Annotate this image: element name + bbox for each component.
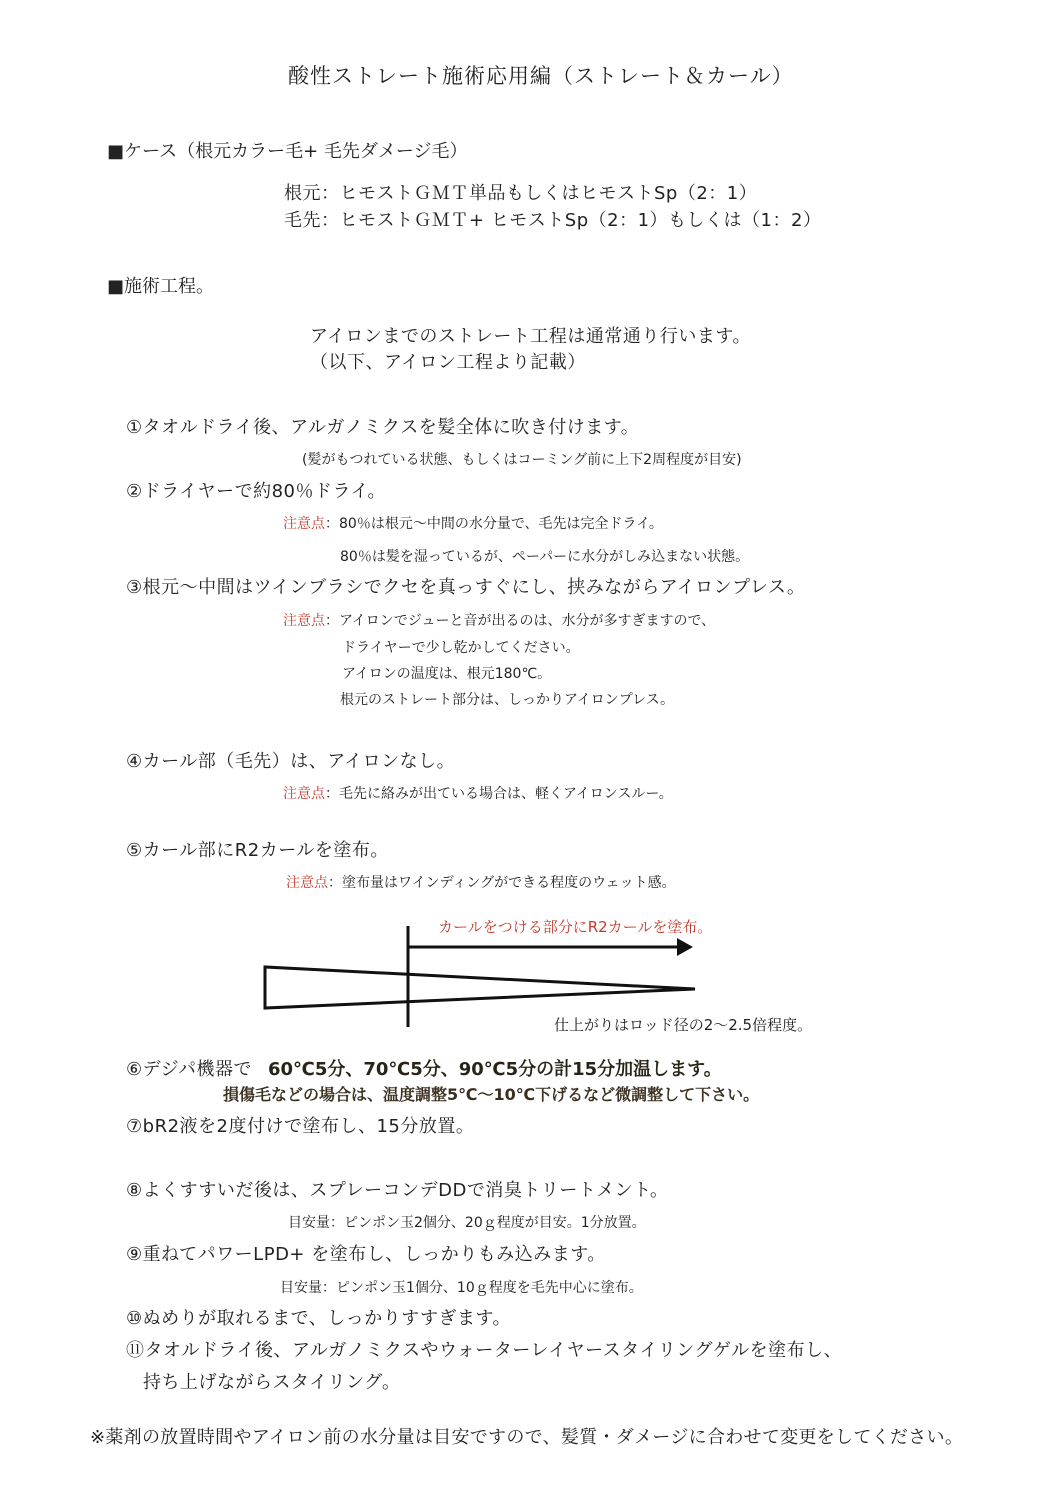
step-9: ⑨重ねてパワーLPD+ を塗布し、しっかりもみ込みます。 [126,1244,606,1265]
step-8-note: 目安量：ピンポン玉2個分、20ｇ程度が目安。1分放置。 [288,1215,646,1231]
warn-label: 注意点 [283,786,325,802]
step-4-warn: 注意点：毛先に絡みが出ている場合は、軽くアイロンスルー。 [283,786,673,802]
step-1: ①タオルドライ後、アルガノミクスを髪全体に吹き付けます。 [126,417,640,438]
process-intro-1: アイロンまでのストレート工程は通常通り行います。 [310,326,751,347]
step-8: ⑧よくすすいだ後は、スプレーコンデDDで消臭トリートメント。 [126,1180,669,1201]
warn-label: 注意点 [283,613,325,629]
arrow-head-icon [677,938,693,956]
step-6-prefix: ⑥デジパ機器で [126,1059,253,1080]
case-root: 根元：ヒモストＧＭＴ単品もしくはヒモストSp（2：1） [284,183,758,204]
step-3-warn-line-2: ドライヤーで少し乾かしてください。 [342,640,580,656]
step-11-line-1: ⑪タオルドライ後、アルガノミクスやウォーターレイヤースタイリングゲルを塗布し、 [126,1340,843,1361]
step-6-bold: 60℃5分、70℃5分、90℃5分の計15分加温します。 [268,1059,722,1080]
step-2: ②ドライヤーで約80％ドライ。 [126,481,386,502]
step-3: ③根元〜中間はツインブラシでクセを真っすぐにし、挟みながらアイロンプレス。 [126,577,806,598]
process-heading: ■施術工程。 [107,276,215,297]
step-10: ⑩ぬめりが取れるまで、しっかりすすぎます。 [126,1308,512,1329]
step-11-line-2: 持ち上げながらスタイリング。 [143,1372,401,1393]
step-3-warn-line-3: アイロンの温度は、根元180℃。 [342,666,552,682]
case-heading: ■ケース（根元カラー毛+ 毛先ダメージ毛） [107,141,468,162]
hair-strand-shape [265,967,695,1008]
diagram-note: 仕上がりはロッド径の2〜2.5倍程度。 [554,1016,813,1034]
step-5-warn: 注意点：塗布量はワインディングができる程度のウェット感。 [286,875,676,891]
step-6-note: 損傷毛などの場合は、温度調整5℃～10℃下げるなど微調整して下さい。 [223,1085,760,1104]
step-4: ④カール部（毛先）は、アイロンなし。 [126,751,456,772]
step-2-warn-line-1: 注意点：80％は根元〜中間の水分量で、毛先は完全ドライ。 [283,516,663,532]
warn-label: 注意点 [283,516,325,532]
step-9-note: 目安量：ピンポン玉1個分、10ｇ程度を毛先中心に塗布。 [280,1280,643,1296]
footer-note: ※薬剤の放置時間やアイロン前の水分量は目安ですので、髪質・ダメージに合わせて変更をしてください。 [90,1427,964,1448]
step-7: ⑦bR2液を2度付けで塗布し、15分放置。 [126,1116,475,1137]
step-2-warn-line-2: 80％は髪を湿っているが、ペーパーに水分がしみ込まない状態。 [340,549,750,565]
process-intro-2: （以下、アイロン工程より記載） [310,352,586,373]
case-tip: 毛先：ヒモストＧＭＴ+ ヒモストSp（2：1）もしくは（1：2） [284,210,822,231]
page-title: 酸性ストレート施術応用編（ストレート＆カール） [288,64,794,88]
warn-label: 注意点 [286,875,328,891]
step-3-warn-line-1: 注意点：アイロンでジューと音が出るのは、水分が多すぎますので、 [283,613,716,629]
step-1-note: (髪がもつれている状態、もしくはコーミング前に上下2周程度が目安) [302,452,742,468]
step-5: ⑤カール部にR2カールを塗布。 [126,840,389,861]
step-3-warn-line-4: 根元のストレート部分は、しっかりアイロンプレス。 [340,692,675,708]
diagram-label: カールをつける部分にR2カールを塗布。 [438,918,713,936]
